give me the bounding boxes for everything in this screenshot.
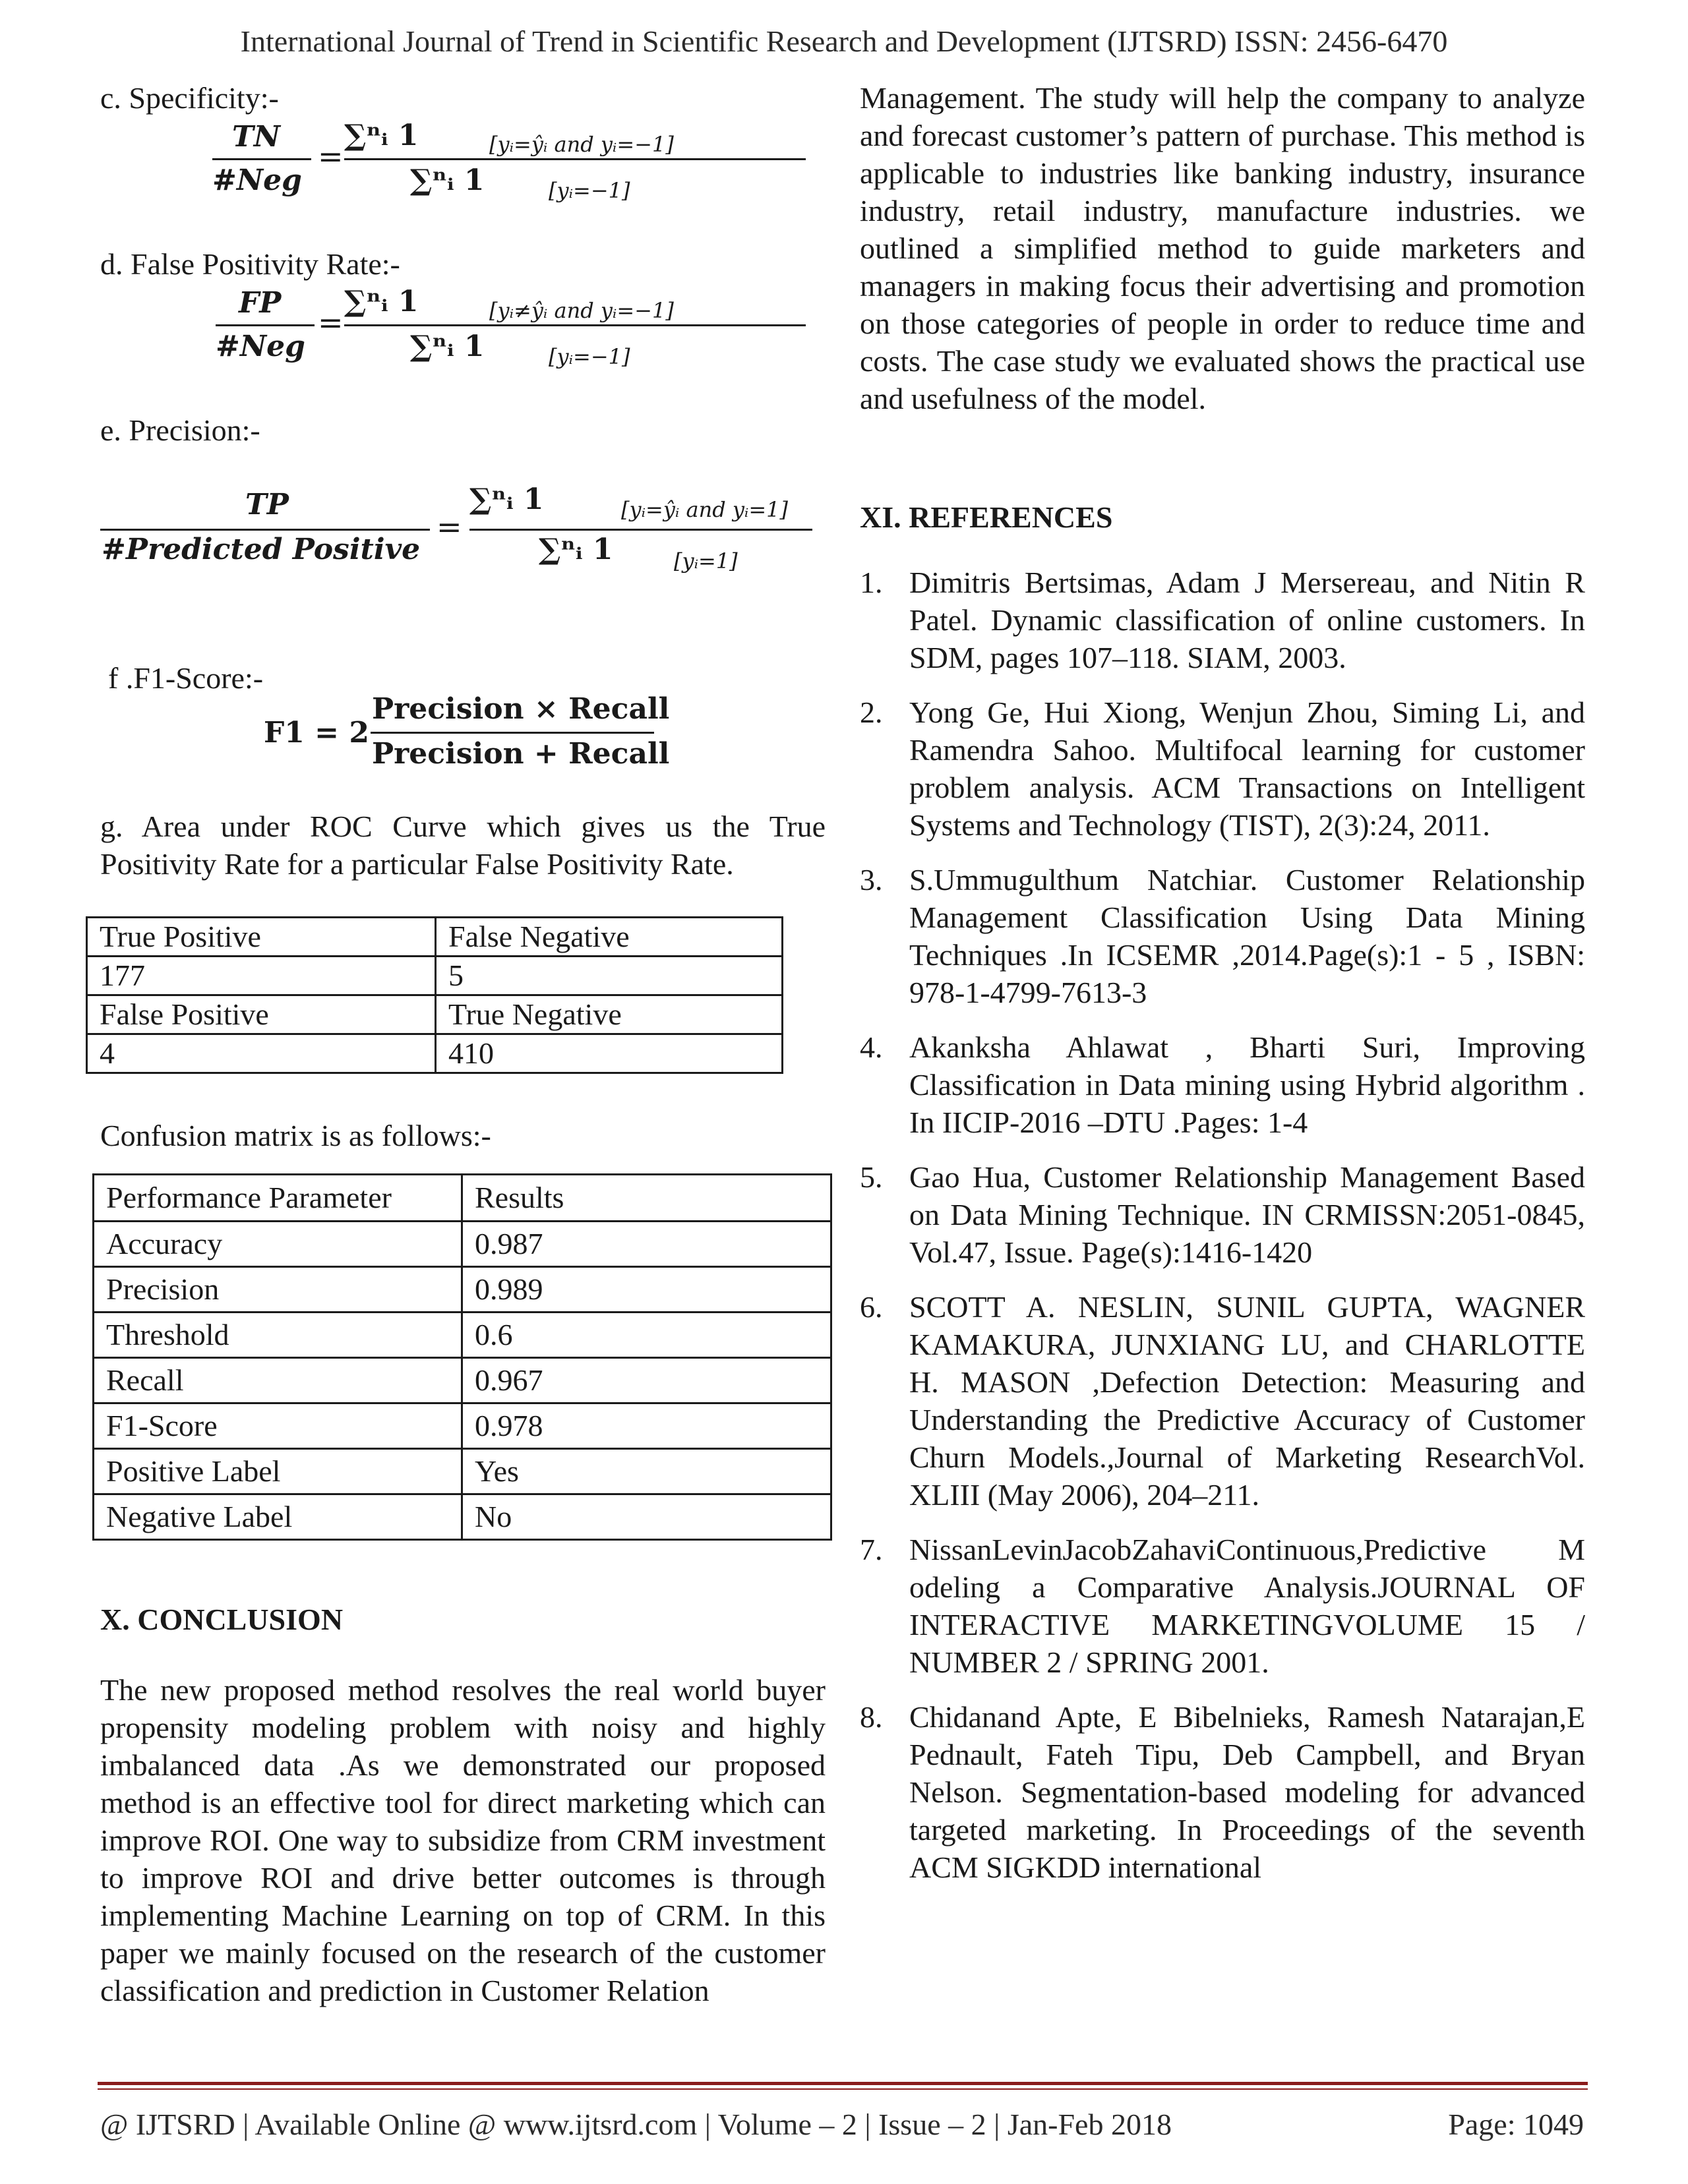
table-cell: 410 (436, 1034, 783, 1073)
footer-info: @ IJTSRD | Available Online @ www.ijtsrd.com | Volume – 2 | Issue – 2 | Jan-Feb 2018 (100, 2108, 1172, 2141)
specificity-formula (100, 119, 826, 204)
table-cell: 0.978 (462, 1403, 831, 1449)
auc-paragraph: g. Area under ROC Curve which gives us the True Positivity Rate for a particular False Positivity Rate. (100, 810, 826, 881)
sum-top: ∑ⁿᵢ 1 (469, 483, 544, 516)
specificity-denominator: #Neg (212, 163, 302, 197)
page-number: Page: 1049 (1448, 2108, 1584, 2141)
reference-item (860, 1531, 1585, 1681)
condition-bottom: [yᵢ=1] (674, 548, 738, 574)
table-cell: Positive Label (94, 1449, 462, 1494)
sum-top: ∑ⁿᵢ 1 (344, 285, 419, 318)
page-footer (100, 2107, 1584, 2142)
footer-divider (98, 2088, 1588, 2090)
table-row (94, 1313, 831, 1358)
precision-label: e. Precision:- (100, 413, 260, 447)
f1-formula (100, 692, 826, 778)
table-cell: 177 (87, 957, 436, 995)
reference-text: Gao Hua, Customer Relationship Management Based on Data Mining Technique. IN CRMISSN:2051-0845, Vol.47, Issue. Page(s):1416-1420 (909, 1160, 1585, 1269)
f1-numerator: Precision × Recall (372, 692, 670, 726)
precision-denominator: #Predicted Positive (102, 533, 421, 566)
conclusion-paragraph: The new proposed method resolves the real world buyer propensity modeling problem with noisy and highly imbalanced data .As we demonstrated our proposed method is an effective tool for direct marketing which can improve ROI. One way to subsidize from CRM investment to improve ROI and drive better outcomes is through implementing Machine Learning on top of CRM. In this paper we mainly focused on the research of the customer classification and prediction in Customer Relation (100, 1673, 826, 2007)
fraction-bar (344, 158, 806, 160)
reference-item (860, 1158, 1585, 1271)
fraction-bar (469, 529, 812, 531)
table-cell: 5 (436, 957, 783, 995)
fraction-bar (216, 324, 315, 326)
conclusion-continuation: Management. The study will help the company to analyze and forecast customer’s pattern of purchase. This method is applicable to industries like banking industry, insurance industry, retail industry, manufacture industries. we outlined a simplified method to guide marketers and managers in making focus their advertising and promotion on those categories of people in order to reduce time and costs. The case study we evaluated shows the practical use and usefulness of the model. (860, 81, 1585, 415)
fraction-bar (344, 324, 806, 326)
table-cell: 0.6 (462, 1313, 831, 1358)
sum-bottom: ∑ⁿᵢ 1 (539, 533, 613, 566)
fpr-label: d. False Positivity Rate:- (100, 247, 400, 281)
reference-number: 8. (860, 1700, 883, 1734)
table-cell: False Negative (436, 918, 783, 957)
table-row (87, 995, 783, 1034)
table-cell: False Positive (87, 995, 436, 1034)
sum-bottom: ∑ⁿᵢ 1 (410, 163, 485, 197)
sum-bottom: ∑ⁿᵢ 1 (410, 330, 485, 363)
f1-denominator: Precision + Recall (372, 737, 670, 771)
reference-number: 4. (860, 1030, 883, 1064)
condition-bottom: [yᵢ=−1] (549, 344, 630, 369)
reference-text: Yong Ge, Hui Xiong, Wenjun Zhou, Siming Li, and Ramendra Sahoo. Multifocal learning for customer problem analysis. ACM Transactions on Intelligent Systems and Technology (TIST), 2(3):24, 2011. (909, 695, 1585, 842)
f1-lhs: F1 = 2 (264, 716, 369, 750)
specificity-label: c. Specificity:- (100, 81, 279, 115)
condition-top: [yᵢ=ŷᵢ and yᵢ=1] (621, 497, 789, 522)
table-cell: 0.989 (462, 1267, 831, 1313)
reference-item (860, 564, 1585, 676)
reference-item (860, 861, 1585, 1011)
reference-number: 2. (860, 695, 883, 729)
table-row (94, 1222, 831, 1267)
table-row (94, 1267, 831, 1313)
table-cell: True Positive (87, 918, 436, 957)
references-list (860, 564, 1585, 1903)
equals-sign: = (318, 305, 344, 340)
table-row (94, 1403, 831, 1449)
reference-item (860, 1288, 1585, 1514)
table-row (94, 1494, 831, 1540)
confusion-label: Confusion matrix is as follows:- (100, 1119, 491, 1152)
condition-top: [yᵢ≠ŷᵢ and yᵢ=−1] (489, 298, 674, 323)
table-row (87, 1034, 783, 1073)
precision-numerator: TP (245, 488, 289, 521)
table-cell: 0.967 (462, 1358, 831, 1403)
reference-item (860, 1698, 1585, 1886)
table-cell: Threshold (94, 1313, 462, 1358)
reference-number: 6. (860, 1290, 883, 1324)
table-cell: Precision (94, 1267, 462, 1313)
reference-text: NissanLevinJacobZahaviContinuous,Predictive M odeling a Comparative Analysis.JOURNAL OF INTERACTIVE MARKETINGVOLUME 15 / NUMBER 2 / SPRING 2001. (909, 1533, 1585, 1679)
fpr-formula (100, 285, 826, 370)
f1-label: f .F1-Score:- (108, 661, 264, 695)
fpr-numerator: FP (239, 286, 282, 320)
reference-text: S.Ummugulthum Natchiar. Customer Relationship Management Classification Using Data Mining Techniques .In ICSEMR ,2014.Page(s):1 - 5 , ISBN: 978-1-4799-7613-3 (909, 863, 1585, 1009)
performance-table (92, 1173, 832, 1541)
table-cell: Accuracy (94, 1222, 462, 1267)
condition-bottom: [yᵢ=−1] (549, 178, 630, 203)
table-cell: Recall (94, 1358, 462, 1403)
table-row (87, 918, 783, 957)
sum-top: ∑ⁿᵢ 1 (344, 119, 419, 152)
reference-number: 1. (860, 566, 883, 599)
reference-item (860, 694, 1585, 844)
reference-item (860, 1028, 1585, 1141)
table-row (94, 1449, 831, 1494)
table-cell: True Negative (436, 995, 783, 1034)
references-heading: XI. REFERENCES (860, 500, 1113, 534)
table-cell: Negative Label (94, 1494, 462, 1540)
equals-sign: = (437, 509, 462, 545)
equals-sign: = (318, 138, 344, 174)
reference-text: Chidanand Apte, E Bibelnieks, Ramesh Natarajan,E Pednault, Fateh Tipu, Deb Campbell, and Bryan Nelson. Segmentation-based modeling for advanced targeted marketing. In Proceedings of the seventh ACM SIGKDD international (909, 1700, 1585, 1884)
reference-number: 3. (860, 863, 883, 897)
table-row (94, 1358, 831, 1403)
table-cell: Performance Parameter (94, 1175, 462, 1222)
reference-number: 5. (860, 1160, 883, 1194)
table-row (87, 957, 783, 995)
fpr-denominator: #Neg (216, 330, 305, 363)
footer-divider (98, 2082, 1588, 2085)
table-cell: 0.987 (462, 1222, 831, 1267)
conclusion-heading: X. CONCLUSION (100, 1603, 344, 1636)
fraction-bar (100, 529, 430, 531)
table-cell: Results (462, 1175, 831, 1222)
reference-text: Dimitris Bertsimas, Adam J Mersereau, and Nitin R Patel. Dynamic classification of online customers. In SDM, pages 107–118. SIAM, 2003. (909, 566, 1585, 674)
condition-top: [yᵢ=ŷᵢ and yᵢ=−1] (489, 132, 674, 157)
precision-formula (100, 483, 826, 575)
table-row (94, 1175, 831, 1222)
table-cell: F1-Score (94, 1403, 462, 1449)
fraction-bar (371, 732, 654, 734)
fraction-bar (212, 158, 311, 160)
table-cell: 4 (87, 1034, 436, 1073)
table-cell: Yes (462, 1449, 831, 1494)
reference-text: SCOTT A. NESLIN, SUNIL GUPTA, WAGNER KAMAKURA, JUNXIANG LU, and CHARLOTTE H. MASON ,Defection Detection: Measuring and Understanding the Predictive Accuracy of Customer Churn Models.,Journal of Marketing ResearchVol. XLIII (May 2006), 204–211. (909, 1290, 1585, 1512)
counts-table (86, 916, 783, 1074)
reference-number: 7. (860, 1533, 883, 1566)
reference-text: Akanksha Ahlawat , Bharti Suri, Improving Classification in Data mining using Hybrid algorithm . In IICIP-2016 –DTU .Pages: 1-4 (909, 1030, 1585, 1139)
journal-header: International Journal of Trend in Scientific Research and Development (IJTSRD) ISSN: 2456-6470 (240, 24, 1448, 58)
specificity-numerator: TN (232, 120, 280, 154)
table-cell: No (462, 1494, 831, 1540)
